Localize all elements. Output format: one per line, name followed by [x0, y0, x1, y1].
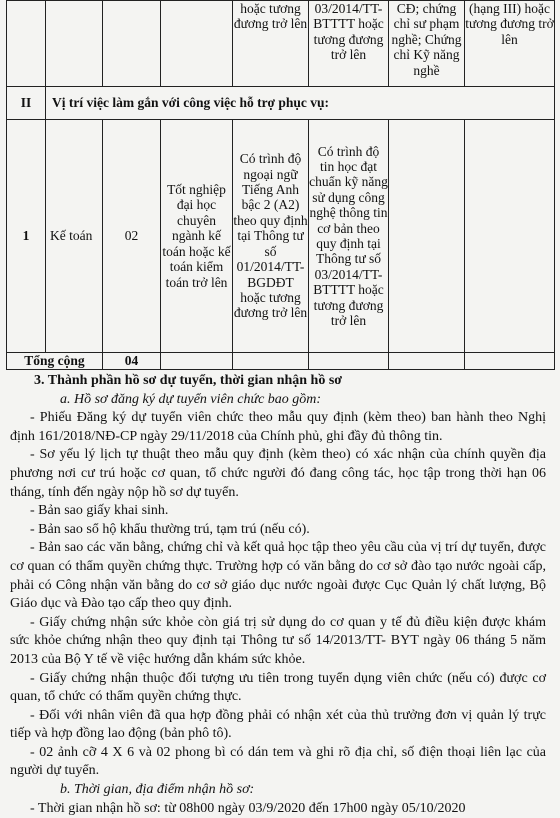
- list-item: - Giấy chứng nhận sức khỏe còn giá trị sử dụng do cơ quan y tế đủ điều kiện được khám sức khỏe chứng nhận theo quy định tại Thông tư số 14/2013/TT- BYT ngày 06 tháng 5 năm 2013 của Bộ Y tế về việc hướng dẫn khám sức khỏe.: [10, 614, 546, 667]
- section-heading: 3. Thành phần hồ sơ dự tuyển, thời gian nhận hồ sơ: [34, 373, 343, 388]
- table-row: [7, 1, 555, 87]
- recruitment-table: [6, 0, 555, 370]
- table-row: [7, 87, 555, 120]
- list-item: - Sơ yếu lý lịch tự thuật theo mẫu quy định (kèm theo) có xác nhận của chính quyền địa phương nơi cư trú hoặc cơ quan, tổ chức người đó đang công tác, học tập trong thời hạn 06 tháng, tính đến ngày nộp hồ sơ dự tuyển.: [10, 447, 546, 500]
- row-number: 1: [7, 120, 46, 353]
- position-cell: Kế toán: [46, 120, 103, 353]
- table-cell: hoặc tương đương trở lên: [233, 1, 309, 87]
- list-item: - Giấy chứng nhận thuộc đối tượng ưu tiên trong tuyển dụng viên chức (nếu có) được cơ quan, tổ chức có thẩm quyền chứng thực.: [10, 670, 546, 705]
- list-item: - Phiếu Đăng ký dự tuyển viên chức theo mẫu quy định (kèm theo) ban hành theo Nghị định 161/2018/NĐ-CP ngày 29/11/2018 của Chính phủ, ghi đầy đủ thông tin.: [10, 410, 546, 444]
- quantity-cell: 02: [103, 120, 161, 353]
- total-value: 04: [103, 353, 161, 370]
- section-title: Vị trí việc làm gắn với công việc hỗ trợ phục vụ:: [46, 87, 555, 120]
- list-item: - Thời gian nhận hồ sơ: từ 08h00 ngày 03/9/2020 đến 17h00 ngày 05/10/2020: [30, 800, 466, 816]
- table-row: [7, 353, 555, 370]
- it-cell: Có trình độ tin học đạt chuẩn kỹ năng sử dụng công nghệ thông tin cơ bản theo quy định tại Thông tư số 03/2014/TT-BTTTT hoặc tương đương trở lên: [309, 120, 389, 353]
- table-cell: 03/2014/TT-BTTTT hoặc tương đương trở lên: [309, 1, 389, 87]
- list-item: - 02 ảnh cỡ 4 X 6 và 02 phong bì có dán tem và ghi rõ địa chỉ, số điện thoại liên lạc của người dự tuyển.: [10, 744, 546, 779]
- list-item: - Bản sao giấy khai sinh.: [30, 503, 169, 519]
- section-number: II: [7, 87, 46, 120]
- subheading-b: b. Thời gian, địa điểm nhận hồ sơ:: [60, 782, 255, 798]
- foreign-language-cell: Có trình độ ngoại ngữ Tiếng Anh bậc 2 (A2) theo quy định tại Thông tư số 01/2014/TT-BGDĐT hoặc tương đương trở lên: [233, 120, 309, 353]
- list-item: - Bản sao các văn bằng, chứng chỉ và kết quả học tập theo yêu cầu của vị trí dự tuyển, được cơ quan có thẩm quyền chứng thực. Trường hợp có văn bằng do cơ sở đào tạo nước ngoài cấp, phải có Công nhận văn bằng do cơ sở giáo dục nước ngoài được Cục Quản lý chất lượng, Bộ Giáo dục và Đào tạo cấp theo quy định.: [10, 540, 546, 612]
- education-cell: Tốt nghiệp đại học chuyên ngành kế toán hoặc kế toán kiểm toán trở lên: [161, 120, 233, 353]
- list-item: - Đối với nhân viên đã qua hợp đồng phải có nhận xét của thủ trưởng đơn vị quản lý trực tiếp và hợp đồng lao động (bản phô tô).: [10, 707, 546, 742]
- table-cell: (hạng III) hoặc tương đương trở lên: [465, 1, 555, 87]
- total-label: Tổng cộng: [7, 353, 103, 370]
- table-cell: CĐ; chứng chỉ sư phạm nghề; Chứng chỉ Kỹ năng nghề: [389, 1, 465, 87]
- document-body: [10, 372, 546, 818]
- table-row: [7, 120, 555, 353]
- list-item: - Bản sao sổ hộ khẩu thường trú, tạm trú (nếu có).: [30, 521, 310, 537]
- subheading-a: a. Hồ sơ đăng ký dự tuyển viên chức bao gồm:: [60, 391, 322, 407]
